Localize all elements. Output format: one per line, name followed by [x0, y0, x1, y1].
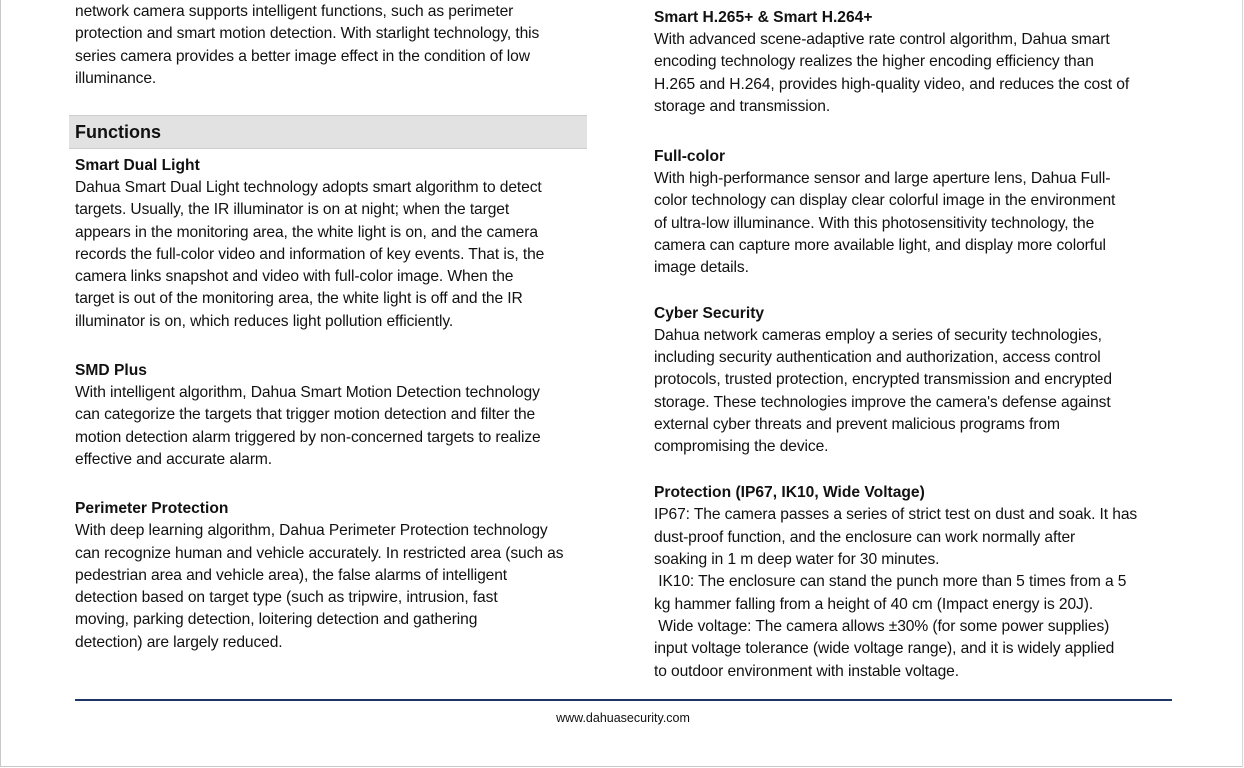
text-line: pedestrian area and vehicle area), the false alarms of intelligent [75, 566, 508, 584]
feature-title: Full-color [654, 148, 726, 166]
text-line: image details. [654, 259, 749, 277]
feature-title: Smart Dual Light [75, 157, 200, 174]
text-line: records the full-color video and information of key events. That is, the [75, 245, 545, 263]
text-line: network camera supports intelligent functions, such as perimeter [75, 3, 514, 20]
text-line: appears in the monitoring area, the white light is on, and the camera [75, 223, 538, 241]
text-line: target is out of the monitoring area, the white light is off and the IR [75, 290, 523, 308]
text-line: targets. Usually, the IR illuminator is on at night; when the target [75, 201, 510, 219]
feature-smd-plus [75, 360, 595, 471]
text-line: detection) are largely reduced. [75, 633, 283, 651]
section-header-functions [69, 115, 587, 149]
text-line: With deep learning algorithm, Dahua Perimeter Protection technology [75, 522, 548, 540]
right-column [654, 7, 1169, 683]
text-line: can recognize human and vehicle accurately. In restricted area (such as [75, 544, 564, 562]
text-line: motion detection alarm triggered by non-concerned targets to realize [75, 428, 541, 446]
text-line: With high-performance sensor and large aperture lens, Dahua Full- [654, 170, 1111, 188]
text-line: effective and accurate alarm. [75, 450, 273, 468]
text-line: Dahua network cameras employ a series of security technologies, [654, 326, 1102, 344]
text-line: Wide voltage: The camera allows ±30% (for some power supplies) [654, 617, 1110, 635]
feature-full-color [654, 146, 1169, 279]
text-line: H.265 and H.264, provides high-quality video, and reduces the cost of [654, 75, 1130, 93]
section-title: Functions [75, 122, 161, 142]
text-line: storage. These technologies improve the camera's defense against [654, 393, 1111, 411]
text-line: compromising the device. [654, 438, 829, 456]
text-line: soaking in 1 m deep water for 30 minutes. [654, 551, 940, 569]
text-line: illuminance. [75, 69, 157, 87]
text-line: camera can capture more available light, and display more colorful [654, 237, 1106, 255]
feature-title: Protection (IP67, IK10, Wide Voltage) [654, 484, 925, 502]
text-line: IK10: The enclosure can stand the punch more than 5 times from a 5 [654, 573, 1127, 591]
feature-title: Cyber Security [654, 304, 765, 322]
text-line: moving, parking detection, loitering detection and gathering [75, 611, 478, 629]
feature-protection [654, 482, 1169, 682]
text-line: With advanced scene-adaptive rate control algorithm, Dahua smart [654, 31, 1110, 48]
text-line: storage and transmission. [654, 97, 831, 115]
text-line: series camera provides a better image effect in the condition of low [75, 47, 530, 65]
text-line: dust-proof function, and the enclosure can work normally after [654, 528, 1076, 546]
text-line: kg hammer falling from a height of 40 cm (Impact energy is 20J). [654, 595, 1094, 613]
text-line: to outdoor environment with instable voltage. [654, 662, 959, 680]
text-line: protection and smart motion detection. With starlight technology, this [75, 25, 540, 43]
text-line: camera links snapshot and video with full-color image. When the [75, 268, 514, 286]
text-line: IP67: The camera passes a series of strict test on dust and soak. It has [654, 506, 1138, 524]
intro-paragraph [75, 1, 595, 90]
text-line: color technology can display clear colorful image in the environment [654, 192, 1116, 210]
feature-smart-h265 [654, 7, 1169, 118]
text-line: Dahua Smart Dual Light technology adopts smart algorithm to detect [75, 179, 542, 196]
left-column [75, 0, 595, 90]
feature-perimeter-protection [75, 498, 595, 654]
feature-smart-dual-light [75, 155, 595, 333]
left-features [75, 155, 595, 654]
text-line: encoding technology realizes the higher encoding efficiency than [654, 53, 1094, 71]
footer-website-link[interactable]: www.dahuasecurity.com [556, 711, 690, 725]
text-line: detection based on target type (such as tripwire, intrusion, fast [75, 589, 498, 607]
footer-divider [75, 699, 1172, 701]
text-line: can categorize the targets that trigger motion detection and filter the [75, 406, 536, 424]
feature-title: Perimeter Protection [75, 500, 229, 518]
feature-title: Smart H.265+ & Smart H.264+ [654, 9, 873, 26]
text-line: illuminator is on, which reduces light pollution efficiently. [75, 312, 454, 330]
feature-title: SMD Plus [75, 362, 147, 380]
text-line: With intelligent algorithm, Dahua Smart Motion Detection technology [75, 384, 540, 402]
text-line: protocols, trusted protection, encrypted transmission and encrypted [654, 371, 1112, 389]
text-line: including security authentication and authorization, access control [654, 348, 1101, 366]
text-line: of ultra-low illuminance. With this photosensitivity technology, the [654, 214, 1095, 232]
text-line: input voltage tolerance (wide voltage range), and it is widely applied [654, 640, 1115, 658]
feature-cyber-security [654, 303, 1169, 459]
text-line: external cyber threats and prevent malicious programs from [654, 415, 1060, 433]
